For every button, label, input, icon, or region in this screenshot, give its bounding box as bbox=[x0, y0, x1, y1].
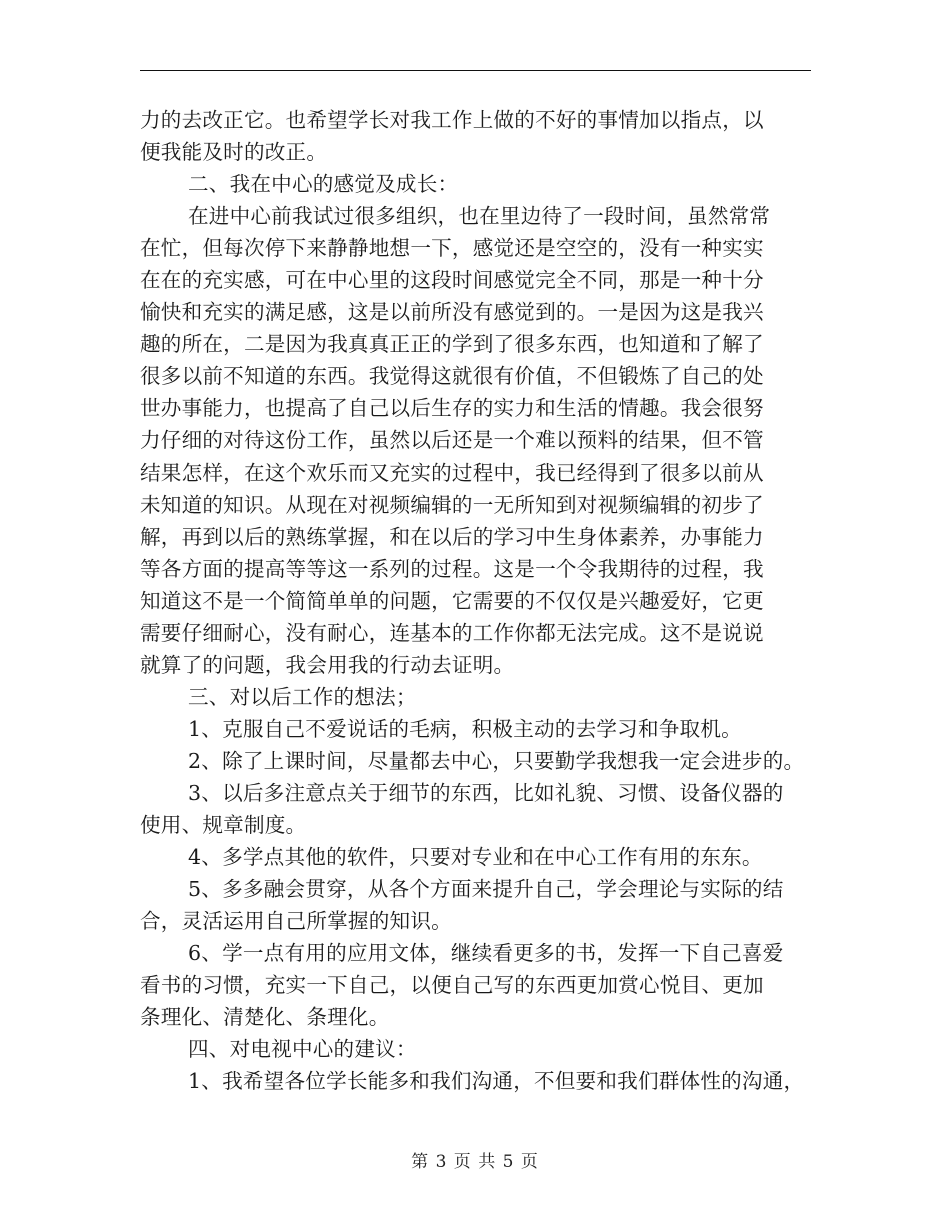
text-line: 需要仔细耐心，没有耐心，连基本的工作你都无法完成。这不是说说 bbox=[140, 620, 764, 645]
text-line: 便我能及时的改正。 bbox=[140, 140, 328, 165]
page-footer: 第 3 页 共 5 页 bbox=[411, 1152, 539, 1172]
text-line: 等各方面的提高等等这一系列的过程。这是一个令我期待的过程，我 bbox=[140, 556, 764, 581]
text-line: 未知道的知识。从现在对视频编辑的一无所知到对视频编辑的初步了 bbox=[140, 492, 764, 517]
text-line: 力的去改正它。也希望学长对我工作上做的不好的事情加以指点，以 bbox=[140, 108, 764, 132]
text-line: 就算了的问题，我会用我的行动去证明。 bbox=[140, 652, 515, 677]
text-line: 结果怎样，在这个欢乐而又充实的过程中，我已经得到了很多以前从 bbox=[140, 460, 764, 485]
text-line: 在在的充实感，可在中心里的这段时间感觉完全不同，那是一种十分 bbox=[140, 268, 764, 293]
text-line: 4、多学点其他的软件，只要对专业和在中心工作有用的东东。 bbox=[188, 845, 763, 870]
header-rule bbox=[140, 70, 811, 71]
text-line: 条理化、清楚化、条理化。 bbox=[140, 1005, 390, 1030]
text-line: 2、除了上课时间，尽量都去中心，只要勤学我想我一定会进步的。 bbox=[188, 748, 805, 773]
text-line: 三、对以后工作的想法； bbox=[188, 684, 417, 709]
text-line: 愉快和充实的满足感，这是以前所没有感觉到的。一是因为这是我兴 bbox=[140, 300, 764, 325]
text-line: 6、学一点有用的应用文体，继续看更多的书，发挥一下自己喜爱 bbox=[188, 941, 784, 966]
text-line: 合，灵活运用自己所掌握的知识。 bbox=[140, 909, 452, 934]
text-line: 很多以前不知道的东西。我觉得这就很有价值，不但锻炼了自己的处 bbox=[140, 364, 764, 389]
text-line: 知道这不是一个简简单单的问题，它需要的不仅仅是兴趣爱好，它更 bbox=[140, 588, 764, 613]
text-line: 1、克服自己不爱说话的毛病，积极主动的去学习和争取机。 bbox=[188, 716, 742, 741]
text-line: 5、多多融会贯穿，从各个方面来提升自己，学会理论与实际的结 bbox=[188, 877, 784, 902]
text-line: 世办事能力，也提高了自己以后生存的实力和生活的情趣。我会很努 bbox=[140, 396, 764, 421]
text-line: 解，再到以后的熟练掌握，和在以后的学习中生身体素养，办事能力 bbox=[140, 524, 764, 549]
text-line: 四、对电视中心的建议： bbox=[188, 1037, 417, 1062]
document-body bbox=[140, 104, 815, 1097]
text-line: 在忙，但每次停下来静静地想一下，感觉还是空空的，没有一种实实 bbox=[140, 236, 764, 261]
text-line: 3、以后多注意点关于细节的东西，比如礼貌、习惯、设备仪器的 bbox=[188, 780, 784, 805]
text-line: 1、我希望各位学长能多和我们沟通，不但要和我们群体性的沟通， bbox=[188, 1069, 805, 1094]
text-line: 使用、规章制度。 bbox=[140, 813, 307, 838]
text-line: 力仔细的对待这份工作，虽然以后还是一个难以预料的结果，但不管 bbox=[140, 428, 764, 453]
text-line: 在进中心前我试过很多组织，也在里边待了一段时间，虽然常常 bbox=[188, 204, 771, 229]
text-line: 二、我在中心的感觉及成长： bbox=[188, 172, 459, 197]
text-line: 趣的所在，二是因为我真真正正的学到了很多东西，也知道和了解了 bbox=[140, 332, 764, 357]
text-line: 看书的习惯，充实一下自己，以便自己写的东西更加赏心悦目、更加 bbox=[140, 973, 764, 998]
